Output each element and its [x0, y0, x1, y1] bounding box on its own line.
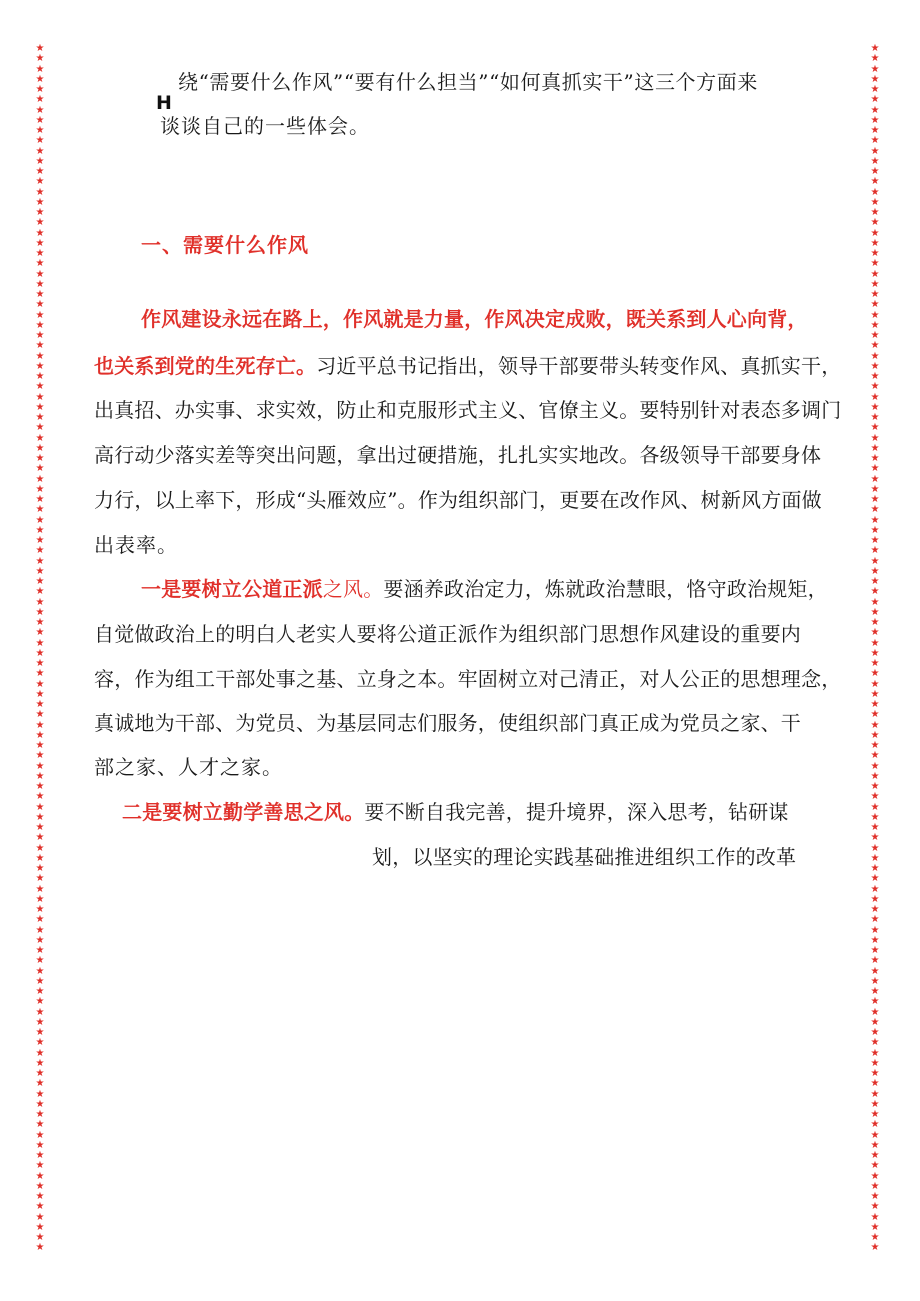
- border-star-icon: ★: [35, 1078, 45, 1090]
- border-star-icon: ★: [870, 1160, 880, 1172]
- border-star-icon: ★: [35, 791, 45, 803]
- border-star-icon: ★: [35, 822, 45, 833]
- stray-mark: H: [156, 92, 172, 114]
- border-star-icon: ★: [870, 637, 880, 649]
- border-star-icon: ★: [870, 1088, 880, 1100]
- border-star-icon: ★: [870, 781, 880, 792]
- border-star-icon: ★: [35, 1180, 45, 1192]
- border-star-icon: ★: [870, 289, 880, 300]
- border-star-icon: ★: [870, 975, 880, 987]
- border-star-icon: ★: [35, 576, 45, 587]
- border-star-icon: ★: [870, 309, 880, 321]
- para1-line-2-emphasis: 也关系到党的生死存亡。: [94, 354, 317, 378]
- border-star-icon: ★: [35, 1047, 45, 1059]
- border-star-icon: ★: [870, 1119, 880, 1131]
- border-star-icon: ★: [35, 1150, 45, 1161]
- border-star-icon: ★: [35, 176, 45, 188]
- border-star-icon: ★: [870, 545, 880, 557]
- border-star-icon: ★: [870, 965, 880, 977]
- border-star-icon: ★: [35, 781, 45, 792]
- border-star-icon: ★: [35, 965, 45, 977]
- border-star-icon: ★: [35, 986, 45, 997]
- border-star-icon: ★: [870, 319, 880, 331]
- border-star-icon: ★: [870, 442, 880, 454]
- border-star-icon: ★: [870, 647, 880, 659]
- border-star-icon: ★: [870, 791, 880, 803]
- border-star-icon: ★: [870, 44, 880, 54]
- para2-line-5: 部之家、人才之家。: [94, 755, 283, 779]
- intro-line-1: 绕“需要什么作风”“要有什么担当”“如何真抓实干”这三个方面来: [178, 70, 758, 94]
- border-star-icon: ★: [35, 94, 45, 106]
- border-star-icon: ★: [870, 360, 880, 372]
- border-star-icon: ★: [35, 350, 45, 362]
- border-star-icon: ★: [870, 1006, 880, 1018]
- border-star-icon: ★: [870, 391, 880, 403]
- border-star-icon: ★: [870, 924, 880, 936]
- border-star-icon: ★: [35, 1160, 45, 1172]
- border-star-icon: ★: [870, 114, 880, 126]
- border-star-icon: ★: [870, 340, 880, 352]
- border-star-icon: ★: [870, 1211, 880, 1223]
- border-star-icon: ★: [870, 627, 880, 639]
- border-star-icon: ★: [35, 104, 45, 116]
- border-star-icon: ★: [870, 94, 880, 106]
- border-star-icon: ★: [35, 309, 45, 321]
- border-star-icon: ★: [35, 1242, 45, 1254]
- para3-line-2: 划，以坚实的理论实践基础推进组织工作的改革: [372, 845, 797, 869]
- border-star-icon: ★: [870, 1037, 880, 1049]
- border-star-icon: ★: [870, 832, 880, 844]
- border-star-icon: ★: [35, 483, 45, 495]
- border-star-icon: ★: [35, 258, 45, 270]
- border-star-icon: ★: [870, 617, 880, 628]
- border-star-icon: ★: [35, 453, 45, 464]
- border-star-icon: ★: [35, 524, 45, 536]
- border-star-icon: ★: [35, 166, 45, 177]
- border-star-icon: ★: [35, 586, 45, 598]
- border-star-icon: ★: [35, 207, 45, 218]
- border-star-icon: ★: [35, 555, 45, 567]
- border-star-icon: ★: [35, 1211, 45, 1223]
- border-star-icon: ★: [35, 606, 45, 618]
- border-star-icon: ★: [35, 63, 45, 75]
- border-star-icon: ★: [870, 1232, 880, 1243]
- border-star-icon: ★: [35, 340, 45, 352]
- border-star-icon: ★: [35, 494, 45, 505]
- border-star-icon: ★: [35, 1201, 45, 1213]
- border-star-icon: ★: [35, 565, 45, 577]
- border-star-icon: ★: [35, 155, 45, 167]
- border-star-icon: ★: [35, 1068, 45, 1079]
- para1-line-5: 力行，以上率下，形成“头雁效应”。作为组织部门，更要在改作风、树新风方面做: [94, 488, 822, 512]
- border-star-icon: ★: [870, 166, 880, 177]
- border-star-icon: ★: [870, 63, 880, 75]
- border-star-icon: ★: [870, 1098, 880, 1110]
- border-star-icon: ★: [870, 176, 880, 188]
- border-star-icon: ★: [870, 1180, 880, 1192]
- border-star-icon: ★: [870, 299, 880, 311]
- border-star-icon: ★: [35, 658, 45, 669]
- border-star-icon: ★: [35, 719, 45, 731]
- border-star-icon: ★: [870, 227, 880, 239]
- border-star-icon: ★: [870, 893, 880, 905]
- border-star-icon: ★: [35, 1016, 45, 1028]
- border-star-icon: ★: [35, 1037, 45, 1049]
- border-star-icon: ★: [870, 801, 880, 813]
- border-star-icon: ★: [870, 84, 880, 95]
- border-star-icon: ★: [870, 565, 880, 577]
- border-star-icon: ★: [870, 863, 880, 874]
- border-star-icon: ★: [870, 1129, 880, 1141]
- para3-line-1-text: 要不断自我完善，提升境界，深入思考，钻研谋: [364, 800, 789, 824]
- para1-line-2: [94, 352, 841, 380]
- border-star-icon: ★: [870, 186, 880, 198]
- border-star-icon: ★: [35, 699, 45, 710]
- border-star-icon: ★: [35, 893, 45, 905]
- border-star-icon: ★: [35, 391, 45, 403]
- para2-line-1-emphasis: 一是要树立公道正派: [141, 577, 323, 601]
- border-star-icon: ★: [35, 709, 45, 721]
- border-star-icon: ★: [35, 514, 45, 526]
- para3-line-1-emphasis: 二是要树立勤学善思之风。: [122, 800, 365, 824]
- border-star-icon: ★: [870, 432, 880, 444]
- border-star-icon: ★: [870, 719, 880, 731]
- border-star-icon: ★: [35, 863, 45, 874]
- border-star-icon: ★: [870, 658, 880, 669]
- border-star-icon: ★: [870, 1139, 880, 1151]
- border-star-icon: ★: [35, 319, 45, 331]
- para3-line-1: [122, 798, 789, 826]
- border-star-icon: ★: [35, 1129, 45, 1141]
- border-star-icon: ★: [870, 463, 880, 475]
- para1-line-2-text: 习近平总书记指出，领导干部要带头转变作风、真抓实干，: [316, 354, 842, 378]
- border-star-icon: ★: [870, 330, 880, 341]
- border-star-icon: ★: [870, 576, 880, 587]
- border-star-icon: ★: [870, 401, 880, 413]
- border-star-icon: ★: [35, 1088, 45, 1100]
- border-star-icon: ★: [870, 217, 880, 229]
- border-star-icon: ★: [35, 145, 45, 157]
- border-star-icon: ★: [35, 688, 45, 700]
- border-star-icon: ★: [870, 996, 880, 1008]
- border-star-icon: ★: [35, 371, 45, 382]
- border-star-icon: ★: [35, 904, 45, 915]
- border-star-icon: ★: [870, 494, 880, 505]
- border-star-icon: ★: [870, 278, 880, 290]
- border-star-icon: ★: [35, 545, 45, 557]
- border-star-icon: ★: [35, 770, 45, 782]
- border-star-icon: ★: [870, 125, 880, 136]
- border-star-icon: ★: [870, 268, 880, 280]
- border-star-icon: ★: [870, 760, 880, 772]
- border-star-icon: ★: [35, 760, 45, 772]
- border-star-icon: ★: [35, 647, 45, 659]
- border-star-icon: ★: [35, 360, 45, 372]
- border-star-icon: ★: [870, 873, 880, 885]
- border-star-icon: ★: [35, 678, 45, 690]
- border-star-icon: ★: [35, 1057, 45, 1069]
- border-star-icon: ★: [35, 227, 45, 239]
- border-star-icon: ★: [870, 104, 880, 116]
- border-star-icon: ★: [870, 606, 880, 618]
- border-star-icon: ★: [35, 914, 45, 926]
- border-star-icon: ★: [870, 699, 880, 710]
- border-star-icon: ★: [35, 617, 45, 628]
- border-star-icon: ★: [870, 1047, 880, 1059]
- border-star-icon: ★: [35, 1191, 45, 1202]
- border-star-icon: ★: [870, 1078, 880, 1090]
- para1-line-3: 出真招、办实事、求实效，防止和克服形式主义、官僚主义。要特别针对表态多调门: [94, 398, 842, 422]
- border-star-icon: ★: [870, 504, 880, 516]
- border-star-icon: ★: [870, 709, 880, 721]
- para1-line-6: 出表率。: [94, 533, 178, 557]
- border-star-icon: ★: [870, 678, 880, 690]
- intro-line-2: 谈谈自己的一些体会。: [160, 114, 370, 138]
- border-star-icon: ★: [870, 1027, 880, 1038]
- border-star-icon: ★: [35, 637, 45, 649]
- border-star-icon: ★: [35, 1027, 45, 1038]
- para2-line-1: [141, 575, 828, 603]
- border-star-icon: ★: [35, 975, 45, 987]
- border-star-icon: ★: [35, 401, 45, 413]
- border-star-icon: ★: [35, 934, 45, 946]
- border-star-icon: ★: [870, 1221, 880, 1233]
- border-star-icon: ★: [870, 945, 880, 956]
- border-star-icon: ★: [35, 237, 45, 249]
- border-star-icon: ★: [870, 904, 880, 915]
- para2-line-4: 真诚地为干部、为党员、为基层同志们服务，使组织部门真正成为党员之家、干: [94, 711, 801, 735]
- border-star-icon: ★: [35, 627, 45, 639]
- border-star-icon: ★: [870, 1170, 880, 1182]
- border-star-icon: ★: [870, 1016, 880, 1028]
- border-star-icon: ★: [35, 873, 45, 885]
- border-star-icon: ★: [35, 432, 45, 444]
- border-star-icon: ★: [35, 278, 45, 290]
- border-star-icon: ★: [870, 412, 880, 423]
- border-star-icon: ★: [35, 1098, 45, 1110]
- border-star-icon: ★: [870, 596, 880, 608]
- border-star-icon: ★: [870, 914, 880, 926]
- border-star-icon: ★: [870, 422, 880, 434]
- border-star-icon: ★: [870, 1109, 880, 1120]
- border-star-icon: ★: [870, 811, 880, 823]
- para2-line-2: 自觉做政治上的明白人老实人要将公道正派作为组织部门思想作风建设的重要内: [94, 622, 801, 646]
- border-star-icon: ★: [870, 258, 880, 270]
- border-star-icon: ★: [870, 688, 880, 700]
- border-star-icon: ★: [35, 924, 45, 936]
- border-star-icon: ★: [870, 852, 880, 864]
- border-star-icon: ★: [870, 145, 880, 157]
- border-star-icon: ★: [35, 883, 45, 895]
- border-star-icon: ★: [35, 596, 45, 608]
- border-star-icon: ★: [870, 248, 880, 259]
- border-star-icon: ★: [35, 955, 45, 967]
- border-star-icon: ★: [35, 53, 45, 65]
- border-star-icon: ★: [870, 207, 880, 218]
- border-star-icon: ★: [870, 381, 880, 393]
- border-star-icon: ★: [35, 186, 45, 198]
- border-star-icon: ★: [870, 986, 880, 997]
- border-star-icon: ★: [35, 125, 45, 136]
- border-star-icon: ★: [35, 463, 45, 475]
- border-star-icon: ★: [870, 371, 880, 382]
- border-star-icon: ★: [35, 84, 45, 95]
- border-star-icon: ★: [870, 514, 880, 526]
- para1-line-4: 高行动少落实差等突出问题，拿出过硬措施，扎扎实实地改。各级领导干部要身体: [94, 443, 822, 467]
- border-star-icon: ★: [35, 44, 45, 54]
- border-star-icon: ★: [870, 237, 880, 249]
- border-star-icon: ★: [870, 1057, 880, 1069]
- border-star-icon: ★: [35, 1221, 45, 1233]
- border-star-icon: ★: [870, 1068, 880, 1079]
- border-star-icon: ★: [35, 299, 45, 311]
- border-star-icon: ★: [35, 996, 45, 1008]
- border-star-icon: ★: [35, 1109, 45, 1120]
- border-star-icon: ★: [35, 729, 45, 741]
- border-star-icon: ★: [870, 1150, 880, 1161]
- border-star-icon: ★: [35, 248, 45, 259]
- border-star-icon: ★: [35, 114, 45, 126]
- border-star-icon: ★: [35, 832, 45, 844]
- border-star-icon: ★: [870, 155, 880, 167]
- border-star-icon: ★: [870, 1201, 880, 1213]
- border-star-icon: ★: [35, 811, 45, 823]
- border-star-icon: ★: [870, 740, 880, 751]
- border-star-icon: ★: [870, 135, 880, 147]
- border-star-icon: ★: [870, 196, 880, 208]
- border-star-icon: ★: [35, 535, 45, 546]
- border-star-icon: ★: [35, 852, 45, 864]
- border-star-icon: ★: [35, 217, 45, 229]
- para1-line-1: 作风建设永远在路上，作风就是力量，作风决定成败，既关系到人心向背，: [141, 307, 808, 331]
- border-star-icon: ★: [35, 73, 45, 85]
- border-star-icon: ★: [870, 750, 880, 762]
- border-star-icon: ★: [870, 934, 880, 946]
- border-star-icon: ★: [35, 1139, 45, 1151]
- border-star-icon: ★: [870, 53, 880, 65]
- border-star-icon: ★: [35, 268, 45, 280]
- border-star-icon: ★: [870, 668, 880, 680]
- border-star-icon: ★: [35, 842, 45, 854]
- border-star-icon: ★: [35, 740, 45, 751]
- border-star-icon: ★: [35, 422, 45, 434]
- section-heading: 一、需要什么作风: [141, 233, 309, 257]
- border-star-icon: ★: [35, 504, 45, 516]
- border-star-icon: ★: [35, 1170, 45, 1182]
- border-star-icon: ★: [35, 289, 45, 300]
- border-star-icon: ★: [870, 729, 880, 741]
- border-star-icon: ★: [35, 1232, 45, 1243]
- border-star-icon: ★: [35, 442, 45, 454]
- border-star-icon: ★: [870, 1191, 880, 1202]
- border-star-icon: ★: [35, 945, 45, 956]
- border-star-icon: ★: [870, 555, 880, 567]
- para2-line-1-text: 要涵养政治定力，炼就政治慧眼，恪守政治规矩，: [383, 577, 828, 601]
- border-star-icon: ★: [35, 1119, 45, 1131]
- border-star-icon: ★: [870, 483, 880, 495]
- border-star-icon: ★: [35, 381, 45, 393]
- border-star-icon: ★: [35, 668, 45, 680]
- border-star-icon: ★: [870, 473, 880, 485]
- border-star-icon: ★: [35, 412, 45, 423]
- border-star-icon: ★: [35, 801, 45, 813]
- border-star-icon: ★: [870, 842, 880, 854]
- border-star-icon: ★: [870, 350, 880, 362]
- border-star-icon: ★: [35, 330, 45, 341]
- border-star-icon: ★: [35, 1006, 45, 1018]
- border-star-icon: ★: [870, 770, 880, 782]
- border-star-icon: ★: [35, 135, 45, 147]
- border-star-icon: ★: [35, 750, 45, 762]
- border-star-icon: ★: [870, 955, 880, 967]
- para2-line-3: 容，作为组工干部处事之基、立身之本。牢固树立对己清正，对人公正的思想理念，: [94, 667, 842, 691]
- border-star-icon: ★: [35, 473, 45, 485]
- border-star-icon: ★: [870, 1242, 880, 1254]
- border-star-icon: ★: [870, 586, 880, 598]
- border-star-icon: ★: [870, 822, 880, 833]
- border-star-icon: ★: [870, 524, 880, 536]
- para2-line-1-emphasis-tail: 之风。: [322, 577, 384, 601]
- border-star-icon: ★: [870, 535, 880, 546]
- border-star-icon: ★: [870, 73, 880, 85]
- border-star-icon: ★: [870, 883, 880, 895]
- border-star-icon: ★: [870, 453, 880, 464]
- border-star-icon: ★: [35, 196, 45, 208]
